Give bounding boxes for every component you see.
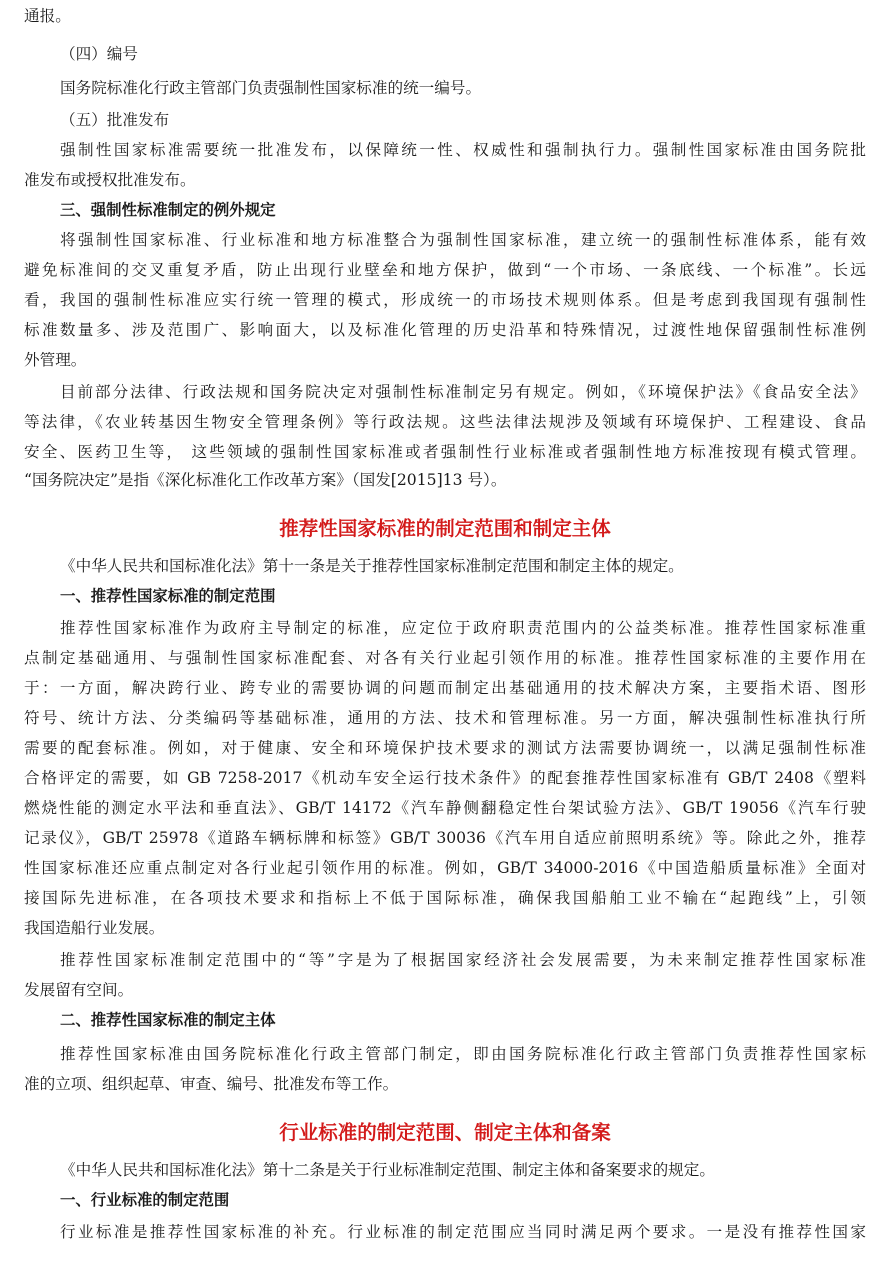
subheading-line: 三、强制性标准制定的例外规定	[60, 201, 276, 219]
text-line: 准的立项、组织起草、审查、编号、批准发布等工作。	[24, 1075, 399, 1093]
text-line: 性国家标准还应重点制定对各行业起引领作用的标准。例如，GB/T 34000-2016《中国造船质量标准》全面对	[24, 859, 866, 877]
section-heading: 行业标准的制定范围、制定主体和备案	[279, 1121, 611, 1144]
text-line: 安全、医药卫生等， 这些领域的强制性国家标准或者强制性行业标准或者强制性地方标准按现有模式管理。	[24, 443, 866, 461]
text-line: 需要的配套标准。例如，对于健康、安全和环境保护技术要求的测试方法需要协调统一，以满足强制性标准	[24, 739, 866, 757]
text-line: “国务院决定”是指《深化标准化工作改革方案》（国发[2015]13 号）。	[24, 471, 507, 489]
text-line: 强制性国家标准需要统一批准发布，以保障统一性、权威性和强制执行力。强制性国家标准由国务院批	[60, 141, 866, 159]
text-line: 推荐性国家标准制定范围中的“等”字是为了根据国家经济社会发展需要，为未来制定推荐性国家标准	[60, 951, 866, 969]
text-line: 国务院标准化行政主管部门负责强制性国家标准的统一编号。	[60, 79, 482, 97]
text-line: （五）批准发布	[60, 111, 170, 129]
text-line: 合格评定的需要，如 GB 7258-2017《机动车安全运行技术条件》的配套推荐性国家标准有 GB/T 2408《塑料	[24, 769, 866, 787]
text-line: 《中华人民共和国标准化法》第十一条是关于推荐性国家标准制定范围和制定主体的规定。	[60, 557, 684, 575]
text-line: 发展留有空间。	[24, 981, 134, 999]
subheading-line: 一、推荐性国家标准的制定范围	[60, 587, 276, 605]
text-line: 行业标准是推荐性国家标准的补充。行业标准的制定范围应当同时满足两个要求。一是没有推荐性国家	[60, 1223, 866, 1241]
subheading-line: 二、推荐性国家标准的制定主体	[60, 1011, 276, 1029]
text-line: 通报。	[24, 7, 71, 25]
text-line: 看，我国的强制性标准应实行统一管理的模式，形成统一的市场技术规则体系。但是考虑到我国现有强制性	[24, 291, 866, 309]
text-line: 标准数量多、涉及范围广、影响面大，以及标准化管理的历史沿革和特殊情况，过渡性地保留强制性标准例	[24, 321, 866, 339]
text-line: 于：一方面，解决跨行业、跨专业的需要协调的问题而制定出基础通用的技术解决方案，主要指术语、图形	[24, 679, 866, 697]
text-line: 《中华人民共和国标准化法》第十二条是关于行业标准制定范围、制定主体和备案要求的规定。	[60, 1161, 715, 1179]
text-line: （四）编号	[60, 45, 138, 63]
section-heading: 推荐性国家标准的制定范围和制定主体	[279, 517, 611, 540]
text-line: 接国际先进标准，在各项技术要求和指标上不低于国际标准，确保我国船舶工业不输在“起跑线”上，引领	[24, 889, 866, 907]
text-line: 我国造船行业发展。	[24, 919, 165, 937]
text-line: 目前部分法律、行政法规和国务院决定对强制性标准制定另有规定。例如，《环境保护法》《食品安全法》	[60, 383, 866, 401]
subheading-line: 一、行业标准的制定范围	[60, 1191, 230, 1209]
text-line: 将强制性国家标准、行业标准和地方标准整合为强制性国家标准，建立统一的强制性标准体系，能有效	[60, 231, 866, 249]
text-line: 燃烧性能的测定水平法和垂直法》、GB/T 14172《汽车静侧翻稳定性台架试验方法》、GB/T 19056《汽车行驶	[24, 799, 866, 817]
text-line: 记录仪》，GB/T 25978《道路车辆标牌和标签》GB/T 30036《汽车用自适应前照明系统》等。除此之外，推荐	[24, 829, 866, 847]
text-line: 点制定基础通用、与强制性国家标准配套、对各有关行业起引领作用的标准。推荐性国家标准的主要作用在	[24, 649, 866, 667]
text-line: 避免标准间的交叉重复矛盾，防止出现行业壁垒和地方保护，做到“一个市场、一条底线、一个标准”。长远	[24, 261, 866, 279]
text-line: 推荐性国家标准作为政府主导制定的标准，应定位于政府职责范围内的公益类标准。推荐性国家标准重	[60, 619, 866, 637]
text-line: 符号、统计方法、分类编码等基础标准，通用的方法、技术和管理标准。另一方面，解决强制性标准执行所	[24, 709, 866, 727]
text-line: 等法律，《农业转基因生物安全管理条例》等行政法规。这些法律法规涉及领域有环境保护、工程建设、食品	[24, 413, 866, 431]
text-line: 外管理。	[24, 351, 87, 369]
text-line: 推荐性国家标准由国务院标准化行政主管部门制定，即由国务院标准化行政主管部门负责推荐性国家标	[60, 1045, 866, 1063]
text-line: 准发布或授权批准发布。	[24, 171, 196, 189]
